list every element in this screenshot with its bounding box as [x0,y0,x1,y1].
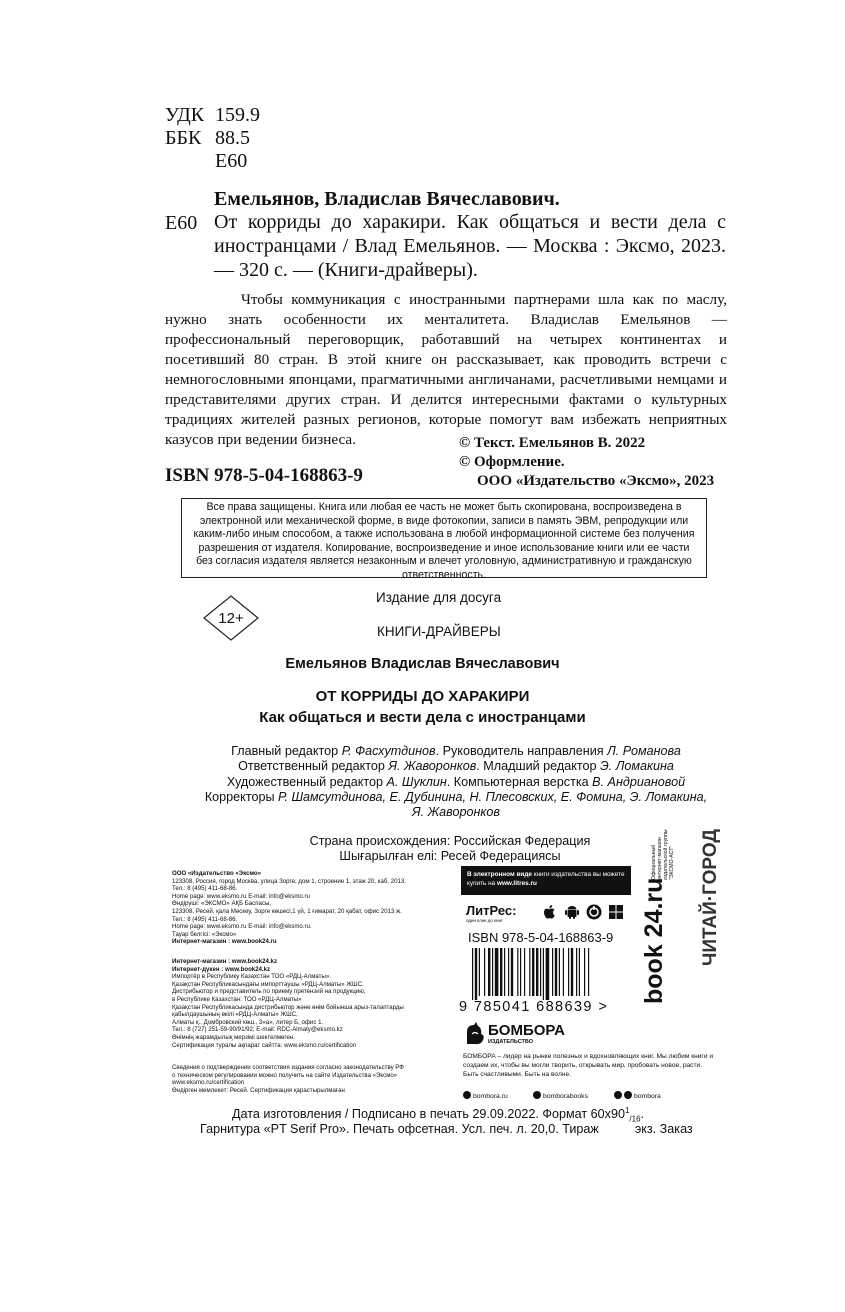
rights-line: ответственность. [401,568,487,581]
series-label: КНИГИ-ДРАЙВЕРЫ [377,624,501,639]
barcode-bar [584,948,585,996]
author-mark-line [165,150,247,172]
udk-line [165,104,260,126]
barcode-bar [568,948,569,996]
rights-line: электронной или механической форме, в виде фотокопии, записи в память ЭВМ, репродукции или [199,514,689,527]
barcode-digits: 9 785041 688639 > [459,999,609,1015]
barcode-bar [504,948,505,996]
udk-label: УДК [165,104,205,126]
rights-line: Все права защищены. Книга или любая ее часть не может быть скопирована, воспроизведена в [206,501,682,513]
age-rating-badge [203,595,259,641]
book-subtitle: Как общаться и вести дела с иностранцами [259,709,586,726]
telegram-icon [624,1091,632,1099]
android-icon [564,904,580,920]
barcode-bar [479,948,480,996]
bbk-value: 88.5 [215,127,250,149]
barcode-bar [520,948,521,996]
barcode-bar [488,948,490,996]
barcode-bar [484,948,485,996]
barcode-bar [475,948,477,1000]
barcode-bar [495,948,499,996]
author-mark: Е60 [215,150,248,172]
litres-logo: ЛитРес: [466,903,517,918]
barcode-bar [536,948,538,996]
barcode-bar [555,948,557,996]
windows-icon [608,904,624,920]
bombora-logo-icon [463,1020,485,1046]
barcode-bar [508,948,509,996]
author-full: Емельянов Владислав Вячеславович [285,656,560,672]
social-site: bombora.ru [463,1091,508,1100]
barcode-bar [563,948,564,996]
footer-line-2: Гарнитура «PT Serif Pro». Печать офсетная. Усл. печ. л. 20,0. Тираж экз. Заказ [200,1122,693,1136]
bbk-line [165,127,250,149]
rights-line: без согласия издателя является незаконным и влечет уголовную, административную и гражданскую [196,555,692,567]
barcode-bar [559,948,560,996]
chitai-gorod-logo: ЧИТАЙ·ГОРОД [700,829,721,966]
book24-logo: book 24.ru [640,877,668,1004]
barcode-bar [543,948,544,1000]
barcode-bar [546,948,550,1000]
bombora-name: БОМБОРА [488,1022,565,1039]
apple-icon [542,904,558,920]
publisher-info: ООО «Издательство «Эксмо» 123308, Россия, город Москва, улица Зорге, дом 1, строение 1, этаж 20, каб. 2013. Тел.: 8 (495) 411-68-86. Home page: www.eksmo.ru E-mail: info@eksmo.ru Өндіруші: «ЭКСМО» АҚБ Баспасы, 123308, Ресей, қала Мәскеу, Зорге көшесі,1 үй, 1 ғимарат, 20 қабат, офис 2013 ж. Тел.: 8 (495) 411-68-86. Home page: www.eksmo.ru E-mail: info@eksmo.ru. Тауар белгісі: «Эксмо» Интернет-магазин : www.book24.ru [172,870,406,946]
rights-line: каким-либо иным способом, а также использована в любой информационной системе без получения [193,528,695,540]
litres-banner: В электронном виде книги издательства вы можете купить на www.litres.ru [461,866,631,895]
abstract: Чтобы коммуникация с иностранными партнерами шла как по маслу, нужно знать особенности их менталитета. Владислав Емельянов — профессиональный переговорщик, работавший на четырех континентах и посетивший 80 стран. В этой книге он рассказывает, как проводить встречи с немногословными японцами, прагматичными англичанами, расчетливыми немцами и представителями других стран. И делится интересными фактами о культурных традициях жителей разных регионов, которые помогут вам избежать неприятных казусов при ведении бизнеса. [165,291,727,448]
ean-barcode [472,948,620,1000]
bib-author: Емельянов, Владислав Вячеславович. [214,188,560,210]
footer-line-1: Дата изготовления / Подписано в печать 29.09.2022. Формат $60x90^1_{/16}$. [232,1106,645,1124]
book-title: ОТ КОРРИДЫ ДО ХАРАКИРИ [315,688,530,705]
vk-icon [614,1091,622,1099]
leisure-label: Издание для досуга [376,590,502,605]
origin-ru: Страна происхождения: Российская Федерация [309,834,591,848]
credits-line-1: Главный редактор Р. Фасхутдинов. Руководитель направления Л. Романова [231,744,681,758]
credits-line-3: Художественный редактор А. Шуклин. Компьютерная верстка В. Андриановой [226,774,686,789]
copyright-publisher: ООО «Издательство «Эксмо», 2023 [477,473,715,489]
isbn-barcode-label: ISBN 978-5-04-168863-9 [468,930,614,945]
barcode-bar [576,948,577,996]
rights-notice [181,498,707,581]
copyright-block [459,434,714,491]
social-messengers: bombora [614,1091,661,1100]
barcode-bar [540,948,541,996]
rights-line: разрешения от издателя. Копирование, воспроизведение и иное использование книги или ее части [198,541,690,554]
barcode-bar [552,948,553,996]
copyright-design: © Оформление. [459,454,565,470]
globe-icon [463,1091,471,1099]
certification-info: Сведения о подтверждении соответствия издания согласно законодательству РФ о техническом регулировании можно получить на сайте Издательства «Эксмо» www.eksmo.ru/certification Өндірген мемлекет: Ресей. Сертификация қарастырылмаған [172,1064,404,1094]
litres-tagline: один клик до книг [466,918,503,923]
shop-caption: Официальный интернет-магазин издательской группы "ЭКСМО-АСТ" [651,829,675,880]
bombora-text: БОМБОРА – лидер на рынке полезных и вдохновляющих книг. Мы любим книги и создаем их, чтобы вы могли творить, открывать мир, пробовать новое, расти. Быть счастливыми. Быть на волне. [463,1053,714,1078]
social-instagram: bomborabooks [533,1091,588,1100]
instagram-icon [533,1091,541,1099]
barcode-bar [472,948,473,1000]
origin-kz: Шығарылған елі: Ресей Федерациясы [339,849,561,863]
barcode-bar [500,948,502,996]
credits-line-4: Корректоры Р. Шамсутдинова, Е. Дубинина, Н. Плесовских, Е. Фомина, Э. Ломакина, [204,789,708,804]
udk-value: 159.9 [215,104,260,126]
barcode-bar [588,948,589,996]
age-rating-text: 12+ [218,610,244,627]
barcode-bar [579,948,580,996]
barcode-bar [532,948,534,996]
credits-line-2: Ответственный редактор Я. Жаворонков. Младший редактор Э. Ломакина [238,759,674,774]
bib-record: От корриды до харакири. Как общаться и вести дела с иностранцами / Влад Емельянов. — Москва : Эксмо, 2023. — 320 с. — (Книги-драйверы). [214,211,726,281]
copyright-text: © Текст. Емельянов В. 2022 [459,435,646,451]
importer-info: Интернет-магазин : www.book24.kz Интернет-дүкен : www.book24.kz Импортёр в Республику Казахстан ТОО «РДЦ-Алматы». Қазақстан Республикасындағы импорттаушы «РДЦ-Алматы» ЖШС. Дистрибьютор и представитель по приему претензий на продукцию, в Республике Казахстан: ТОО «РДЦ-Алматы» Қазақстан Республикасында дистрибьютор және өнім бойынша арыз-талаптарды қабылдаушының өкілі «РДЦ-Алматы» ЖШС, Алматы қ., Домбровский көш., 3«а», литер Б, офис 1. Тел.: 8 (727) 251-59-90/91/92; E-mail: RDC-Almaty@eksmo.kz Өнімнің жарамдылық мерзімі шектелмеген. Сертификация туралы ақпарат сайтта: www.eksmo.ru/certification [172,958,404,1049]
barcode-bar [517,948,518,996]
barcode-bar [571,948,573,996]
barcode-bar [524,948,525,996]
isbn-main: ISBN 978-5-04-168863-9 [165,465,363,486]
barcode-bar [529,948,530,996]
windows-phone-icon [586,904,602,920]
bib-code: Е60 [165,212,198,234]
bbk-label: ББК [165,127,202,149]
bombora-sub: ИЗДАТЕЛЬСТВО [488,1039,534,1045]
barcode-bar [492,948,493,996]
barcode-bar [511,948,513,996]
credits-block [150,744,762,820]
credits-line-5: Я. Жаворонков [412,805,500,820]
